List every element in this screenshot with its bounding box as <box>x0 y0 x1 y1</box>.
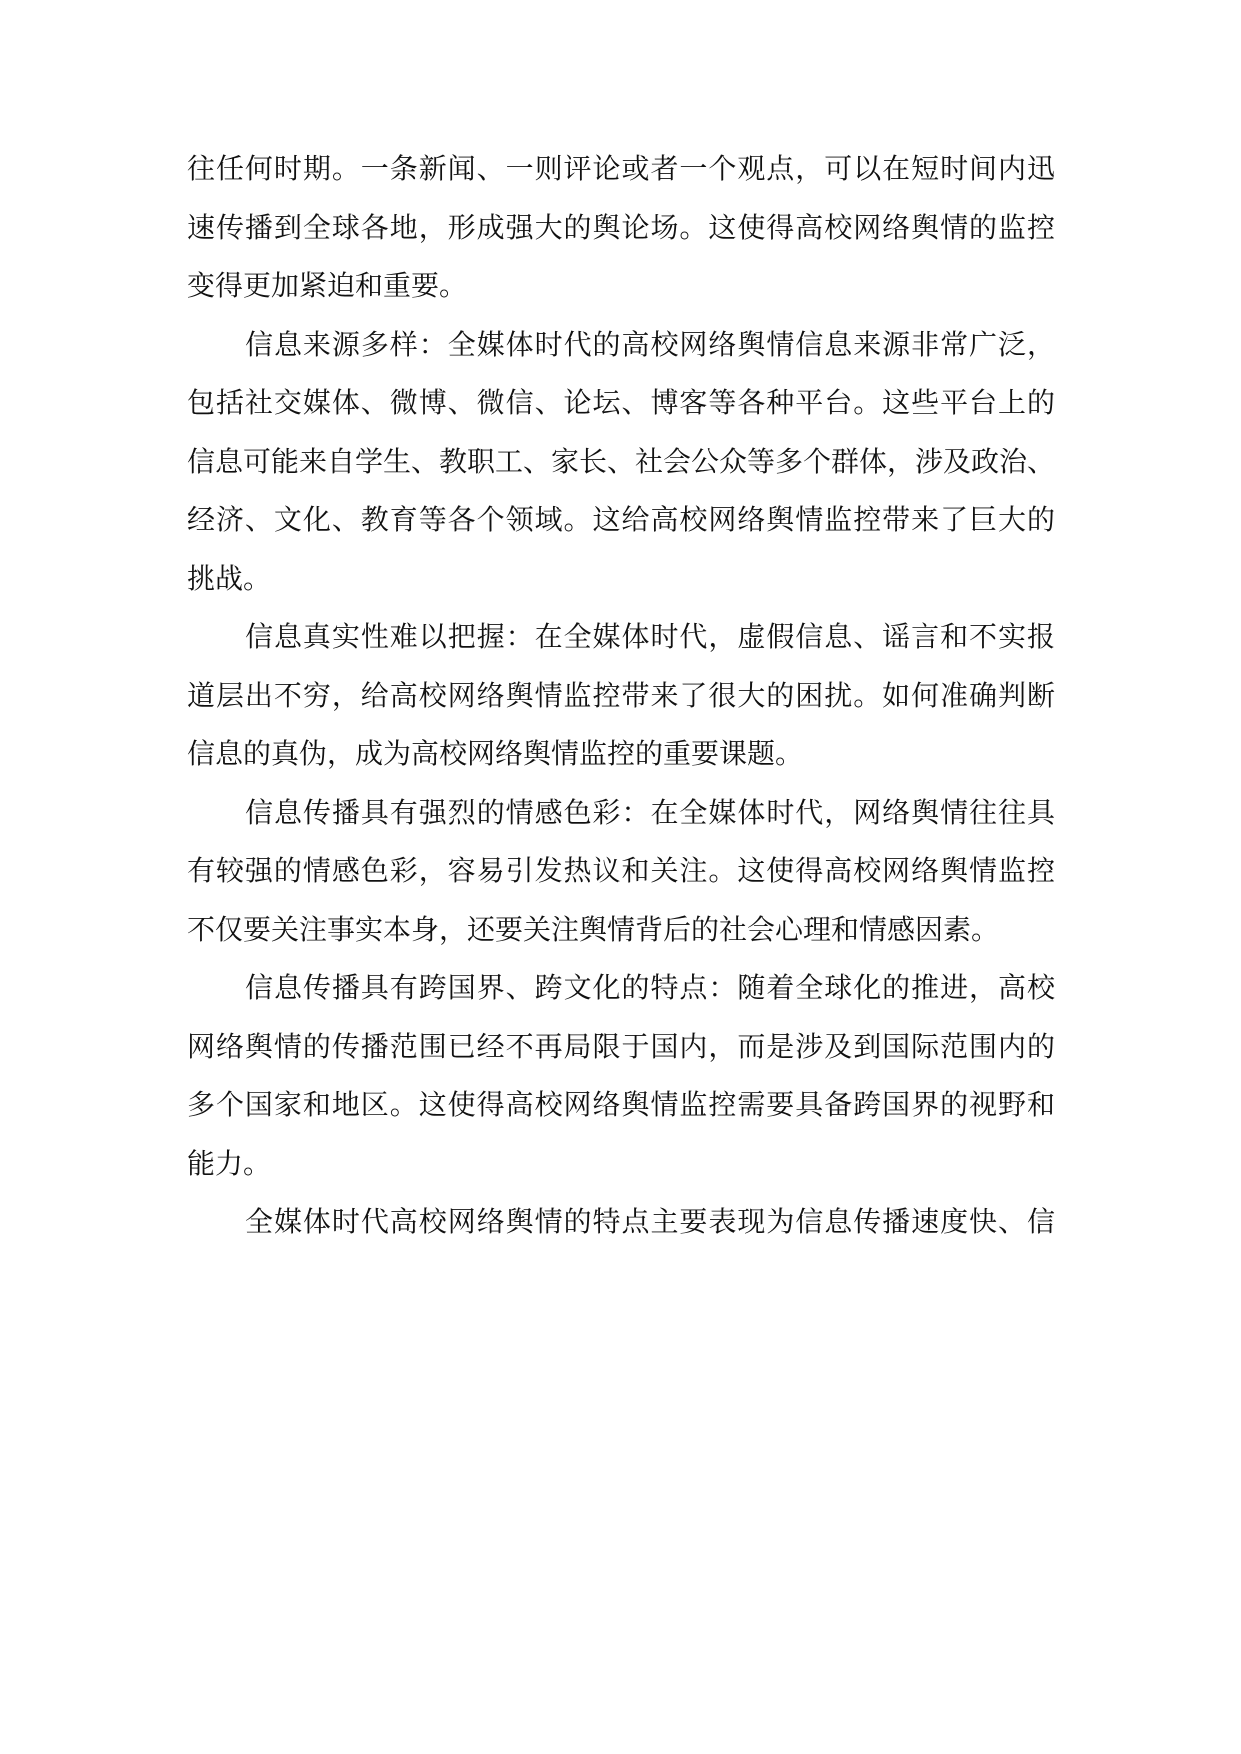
text-line: 往任何时期。一条新闻、一则评论或者一个观点，可以在短时间内迅 <box>187 152 1055 185</box>
text-line: 速传播到全球各地，形成强大的舆论场。这使得高校网络舆情的监控 <box>187 210 1055 244</box>
text-line: 信息的真伪，成为高校网络舆情监控的重要课题。 <box>187 737 804 770</box>
text-line: 信息真实性难以把握：在全媒体时代，虚假信息、谣言和不实报 <box>245 620 1055 653</box>
text-line: 道层出不穷，给高校网络舆情监控带来了很大的困扰。如何准确判断 <box>187 678 1055 712</box>
text-line: 包括社交媒体、微博、微信、论坛、博客等各种平台。这些平台上的 <box>187 386 1055 419</box>
text-line: 变得更加紧迫和重要。 <box>187 269 468 302</box>
text-line: 有较强的情感色彩，容易引发热议和关注。这使得高校网络舆情监控 <box>187 854 1055 887</box>
paragraph <box>187 1193 1055 1252</box>
text-line: 能力。 <box>187 1146 272 1180</box>
document-body <box>187 140 1055 1252</box>
text-line: 信息来源多样：全媒体时代的高校网络舆情信息来源非常广泛， <box>245 327 1055 361</box>
paragraph <box>187 316 1055 609</box>
text-line: 挑战。 <box>187 561 272 595</box>
text-line: 网络舆情的传播范围已经不再局限于国内，而是涉及到国际范围内的 <box>187 1029 1055 1063</box>
text-line: 全媒体时代高校网络舆情的特点主要表现为信息传播速度快、信 <box>245 1205 1055 1238</box>
paragraph <box>187 959 1055 1193</box>
text-line: 信息可能来自学生、教职工、家长、社会公众等多个群体，涉及政治、 <box>187 444 1056 478</box>
paragraph <box>187 608 1055 784</box>
text-line: 多个国家和地区。这使得高校网络舆情监控需要具备跨国界的视野和 <box>187 1088 1055 1121</box>
paragraph <box>187 784 1055 960</box>
paragraph <box>187 140 1055 316</box>
text-line: 信息传播具有强烈的情感色彩：在全媒体时代，网络舆情往往具 <box>245 795 1055 829</box>
text-line: 经济、文化、教育等各个领域。这给高校网络舆情监控带来了巨大的 <box>187 503 1055 536</box>
text-line: 信息传播具有跨国界、跨文化的特点：随着全球化的推进，高校 <box>245 971 1055 1004</box>
text-line: 不仅要关注事实本身，还要关注舆情背后的社会心理和情感因素。 <box>187 912 1000 946</box>
